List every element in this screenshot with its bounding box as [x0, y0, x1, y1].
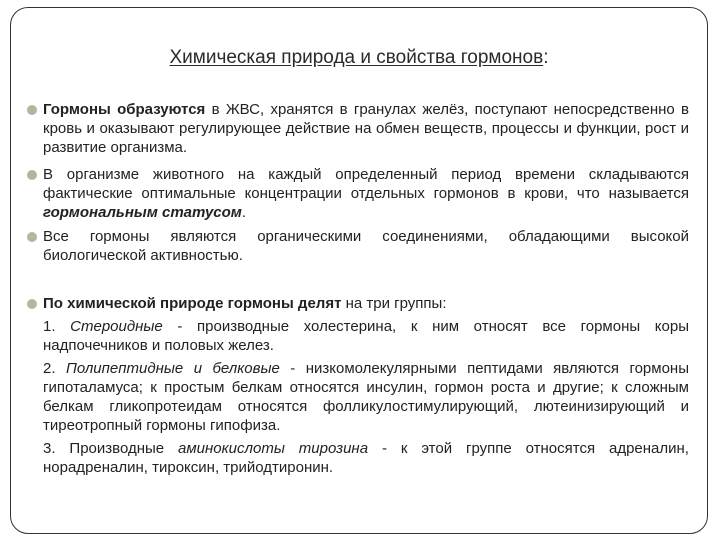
group-description: - производные холестерина, к ним относят все гормоны коры надпочечников и половых желез.	[43, 318, 689, 354]
group-number: 2.	[43, 360, 66, 377]
bullet-text	[43, 165, 689, 222]
bullet-organic-compounds	[27, 227, 689, 265]
bullet-dot-icon	[27, 170, 37, 180]
group-item-polypeptides	[43, 359, 689, 435]
slide-frame	[10, 7, 708, 534]
bullet-body-text: в ЖВС, хранятся в гранулах желёз, поступают непосредственно в кровь и оказывают регулирующее действие на обмен веществ, процессы и функции, рост и развитие организма.	[43, 101, 690, 156]
title-suffix: :	[543, 47, 549, 68]
group-name: Стероидные	[70, 318, 163, 335]
group-number: 3. Производные	[43, 440, 179, 457]
groups-block	[43, 294, 689, 477]
group-item-steroids	[43, 317, 689, 355]
groups-intro	[43, 294, 689, 313]
bullet-hormonal-status	[27, 165, 689, 222]
bullet-dot-icon	[27, 105, 37, 115]
bullet-bold-italic-text: гормональным статусом	[43, 204, 242, 221]
bullet-text	[43, 100, 689, 157]
bullet-body-text: В организме животного на каждый определенный период времени складываются фактические оптимальные концентрации отдельных гормонов в крови, что называется	[43, 166, 689, 202]
group-item-tyrosine	[43, 439, 689, 477]
group-name: Полипептидные и белковые	[65, 360, 280, 377]
group-description: - к этой группе относятся адреналин, норадреналин, тироксин, трийодтиронин.	[43, 440, 689, 476]
title-text: Химическая природа и свойства гормонов	[169, 47, 544, 68]
bullet-dot-icon	[27, 299, 37, 309]
group-name: аминокислоты тирозина	[178, 440, 369, 457]
group-description: - низкомолекулярными пептидами являются гормоны гипоталамуса; к простым белкам относятся инсулин, гормон роста и другие; к сложным белкам гликопротеидам относятся фолликулостимулирующий, лютеинизирующий и тиреотропный гормоны гипофиза.	[43, 360, 689, 434]
bullet-body-text: Все гормоны являются органическими соединениями, обладающими высокой биологической активностью.	[43, 228, 689, 264]
bullet-after-text: .	[241, 204, 247, 221]
groups-intro-rest: на три группы:	[341, 295, 447, 312]
bullet-chemical-groups	[27, 294, 689, 477]
bullet-bold-text: Гормоны образуются	[43, 101, 206, 118]
bullet-text	[43, 227, 689, 265]
groups-intro-bold: По химической природе гормоны делят	[43, 295, 342, 312]
bullet-hormone-formation	[27, 100, 689, 157]
slide-title	[11, 46, 707, 70]
group-number: 1.	[43, 318, 71, 335]
bullet-dot-icon	[27, 232, 37, 242]
